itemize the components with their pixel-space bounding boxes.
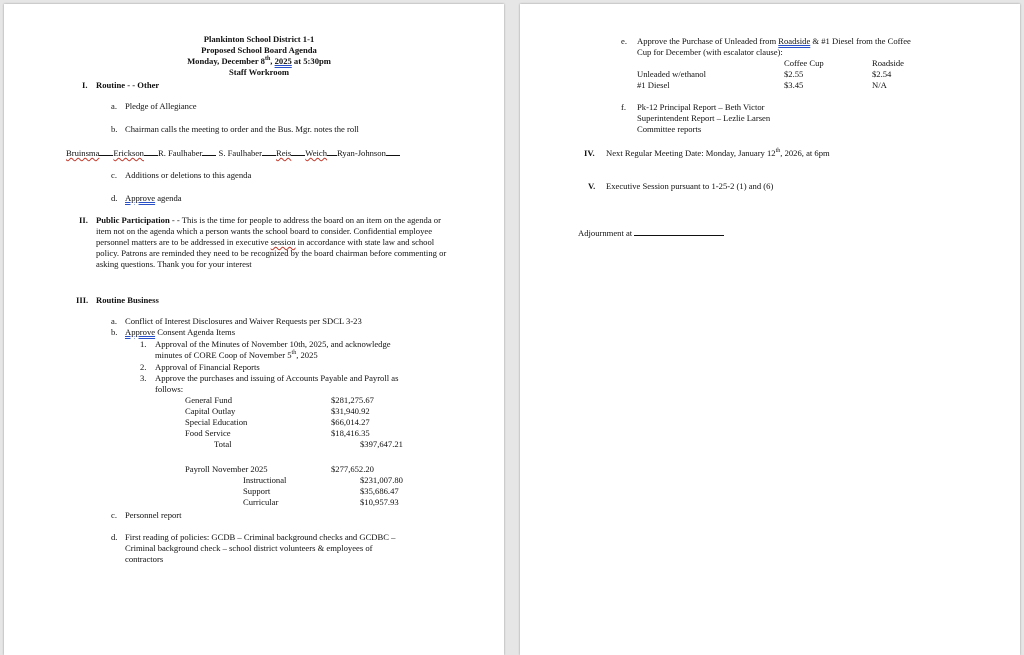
fund-amount: $18,416.35 bbox=[331, 428, 370, 438]
meeting-location: Staff Workroom bbox=[228, 67, 290, 77]
sub-3-line1: Approve the purchases and issuing of Accounts Payable and Payroll as bbox=[155, 373, 399, 383]
section-4-text: Next Regular Meeting Date: Monday, January 12th, 2026, at 6pm bbox=[606, 148, 830, 158]
roll-call-line bbox=[66, 147, 400, 159]
item-1c-letter: c. bbox=[111, 170, 117, 180]
item-3c-letter: c. bbox=[111, 510, 117, 520]
item-3d-line2: Criminal background check – school district volunteers & employees of bbox=[125, 543, 373, 553]
item-1b-text: Chairman calls the meeting to order and the Bus. Mgr. notes the roll bbox=[125, 124, 359, 134]
section-1-title: Routine - - Other bbox=[96, 80, 160, 90]
item-1a-letter: a. bbox=[111, 101, 117, 111]
roll-name-ryan-johnson: Ryan-Johnson bbox=[337, 148, 386, 158]
item-e-letter: e. bbox=[621, 36, 627, 46]
roll-name-erickson: Erickson bbox=[113, 148, 144, 158]
item-1b-letter: b. bbox=[111, 124, 118, 134]
agenda-title: Proposed School Board Agenda bbox=[201, 45, 317, 55]
fuel-header-coffee: Coffee Cup bbox=[784, 58, 824, 68]
adjournment-line: Adjournment at bbox=[578, 227, 724, 239]
fuel-header-roadside: Roadside bbox=[872, 58, 904, 68]
item-1a-text: Pledge of Allegiance bbox=[125, 101, 197, 111]
payroll-item-label: Curricular bbox=[243, 497, 279, 507]
fund-amount: $31,940.92 bbox=[331, 406, 370, 416]
section-2-paragraph: Public Participation - - This is the time for people to address the board on an item on the agenda or item not on the agenda which a person wants the school board to consider. Confidential employee personnel matters are to be addressed in executive session in accordance with state law and school policy. Patrons are reminded they need to be recognized by the board chairman before commenting or asking questions. Thank you for your interest bbox=[96, 215, 447, 269]
payroll-item-amount: $231,007.80 bbox=[360, 475, 403, 485]
fund-label: General Fund bbox=[185, 395, 233, 405]
meeting-date: Monday, December 8th, 2025 at 5:30pm bbox=[187, 56, 331, 66]
document-page-2 bbox=[520, 4, 1020, 655]
item-3c-text: Personnel report bbox=[125, 510, 182, 520]
section-1-number: I. bbox=[82, 80, 88, 90]
roll-name-s-faulhaber: S. Faulhaber bbox=[218, 148, 262, 158]
item-f-line: Committee reports bbox=[637, 124, 702, 134]
roll-name-weich: Weich bbox=[305, 148, 328, 158]
district-title: Plankinton School District 1-1 bbox=[203, 34, 315, 44]
sub-1-number: 1. bbox=[140, 339, 147, 349]
sub-2-number: 2. bbox=[140, 362, 147, 372]
roll-name-bruinsma: Bruinsma bbox=[66, 148, 100, 158]
payroll-item-amount: $10,957.93 bbox=[360, 497, 399, 507]
fuel-row-label: Unleaded w/ethanol bbox=[637, 69, 706, 79]
item-f-letter: f. bbox=[621, 102, 627, 112]
payroll-item-label: Instructional bbox=[243, 475, 287, 485]
roll-name-reis: Reis bbox=[276, 148, 292, 158]
fuel-row-label: #1 Diesel bbox=[637, 80, 670, 90]
fuel-row-roadside: $2.54 bbox=[872, 69, 892, 79]
section-2-number: II. bbox=[79, 215, 88, 225]
item-3b-text: Approve Consent Agenda Items bbox=[125, 327, 236, 337]
payroll-amount: $277,652.20 bbox=[331, 464, 374, 474]
roll-name-r-faulhaber: R. Faulhaber bbox=[157, 148, 203, 158]
document-page-1 bbox=[4, 4, 504, 655]
fund-amount: $66,014.27 bbox=[331, 417, 370, 427]
section-3-number: III. bbox=[76, 295, 89, 305]
sub-3-number: 3. bbox=[140, 373, 147, 383]
section-2-title: Public Participation bbox=[96, 215, 170, 225]
item-3d-line1: First reading of policies: GCDB – Criminal background checks and GCDBC – bbox=[125, 532, 396, 542]
section-5-text: Executive Session pursuant to 1-25-2 (1) and (6) bbox=[606, 181, 774, 191]
section-3-title: Routine Business bbox=[96, 295, 159, 305]
fuel-row-coffee: $3.45 bbox=[784, 80, 804, 90]
sub-1-line2: minutes of CORE Coop of November 5th, 2025 bbox=[155, 350, 318, 360]
sub-1-line1: Approval of the Minutes of November 10th, 2025, and acknowledge bbox=[155, 339, 391, 349]
fund-label: Food Service bbox=[185, 428, 231, 438]
item-f-line: Superintendent Report – Lezlie Larsen bbox=[637, 113, 771, 123]
item-3d-letter: d. bbox=[111, 532, 118, 542]
item-f-line: Pk-12 Principal Report – Beth Victor bbox=[637, 102, 765, 112]
section-4-number: IV. bbox=[584, 148, 595, 158]
fund-label: Capital Outlay bbox=[185, 406, 236, 416]
sub-2-text: Approval of Financial Reports bbox=[155, 362, 260, 372]
sub-3-line2: follows: bbox=[155, 384, 184, 394]
payroll-item-amount: $35,686.47 bbox=[360, 486, 399, 496]
fund-total-amount: $397,647.21 bbox=[360, 439, 403, 449]
item-3a-text: Conflict of Interest Disclosures and Waiver Requests per SDCL 3-23 bbox=[125, 316, 362, 326]
item-3a-letter: a. bbox=[111, 316, 117, 326]
section-5-number: V. bbox=[588, 181, 596, 191]
item-1c-text: Additions or deletions to this agenda bbox=[125, 170, 252, 180]
fund-total-label: Total bbox=[214, 439, 232, 449]
item-e-line2: Cup for December (with escalator clause): bbox=[637, 47, 783, 57]
fuel-row-coffee: $2.55 bbox=[784, 69, 804, 79]
payroll-item-label: Support bbox=[243, 486, 271, 496]
fund-label: Special Education bbox=[185, 417, 248, 427]
fund-amount: $281,275.67 bbox=[331, 395, 374, 405]
item-1d-letter: d. bbox=[111, 193, 118, 203]
item-1d-text: Approve agenda bbox=[125, 193, 182, 203]
fuel-row-roadside: N/A bbox=[872, 80, 887, 90]
item-e-line1: Approve the Purchase of Unleaded from Roadside & #1 Diesel from the Coffee bbox=[637, 36, 911, 46]
payroll-label: Payroll November 2025 bbox=[185, 464, 268, 474]
item-3d-line3: contractors bbox=[125, 554, 164, 564]
item-3b-letter: b. bbox=[111, 327, 118, 337]
